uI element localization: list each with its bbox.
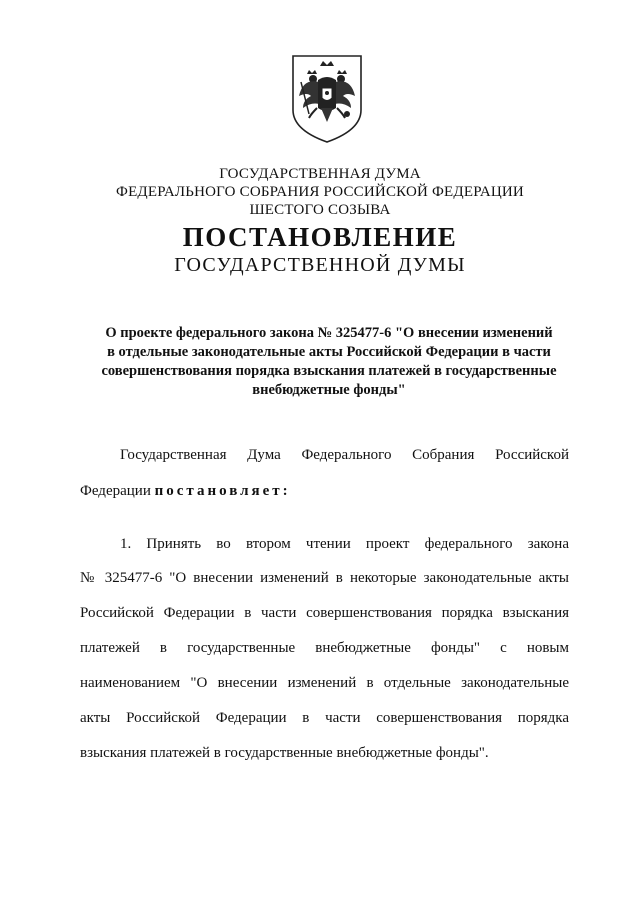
- subject-block: [86, 324, 572, 400]
- item1-line: наименованием "О внесении изменений в отдельные законодательные: [80, 675, 569, 691]
- document-subtitle: ГОСУДАРСТВЕННОЙ ДУМЫ: [174, 254, 466, 276]
- resolves-word: постановляет:: [154, 483, 291, 499]
- preamble-line: Государственная Дума Федерального Собрания Российской: [120, 447, 569, 463]
- subject-line: в отдельные законодательные акты Российской Федерации в части: [107, 344, 551, 360]
- header-line-convocation: ШЕСТОГО СОЗЫВА: [249, 202, 391, 218]
- subject-line: внебюджетные фонды": [252, 382, 406, 398]
- item1-line: платежей в государственные внебюджетные фонды" с новым: [80, 640, 569, 656]
- preamble-line-2: [80, 482, 569, 500]
- item1-line: № 325477-6 "О внесении изменений в некоторые законодательные акты: [80, 570, 569, 586]
- preamble-federation-word: Федерации: [80, 483, 151, 499]
- item1-line: 1. Принять во втором чтении проект федерального закона: [120, 536, 569, 552]
- header-line-federal-assembly: ФЕДЕРАЛЬНОГО СОБРАНИЯ РОССИЙСКОЙ ФЕДЕРАЦИИ: [116, 184, 524, 200]
- item1-line: взыскания платежей в государственные внебюджетные фонды".: [80, 745, 489, 761]
- header-line-duma: ГОСУДАРСТВЕННАЯ ДУМА: [219, 166, 421, 182]
- item1-line: Российской Федерации в части совершенствования порядка взыскания: [80, 605, 569, 621]
- double-headed-eagle-icon: [289, 52, 365, 144]
- subject-line: совершенствования порядка взыскания платежей в государственные: [101, 363, 557, 379]
- item1-line: акты Российской Федерации в части совершенствования порядка: [80, 710, 569, 726]
- document-title: ПОСТАНОВЛЕНИЕ: [182, 222, 458, 252]
- subject-line: О проекте федерального закона № 325477-6 "О внесении изменений: [105, 325, 553, 341]
